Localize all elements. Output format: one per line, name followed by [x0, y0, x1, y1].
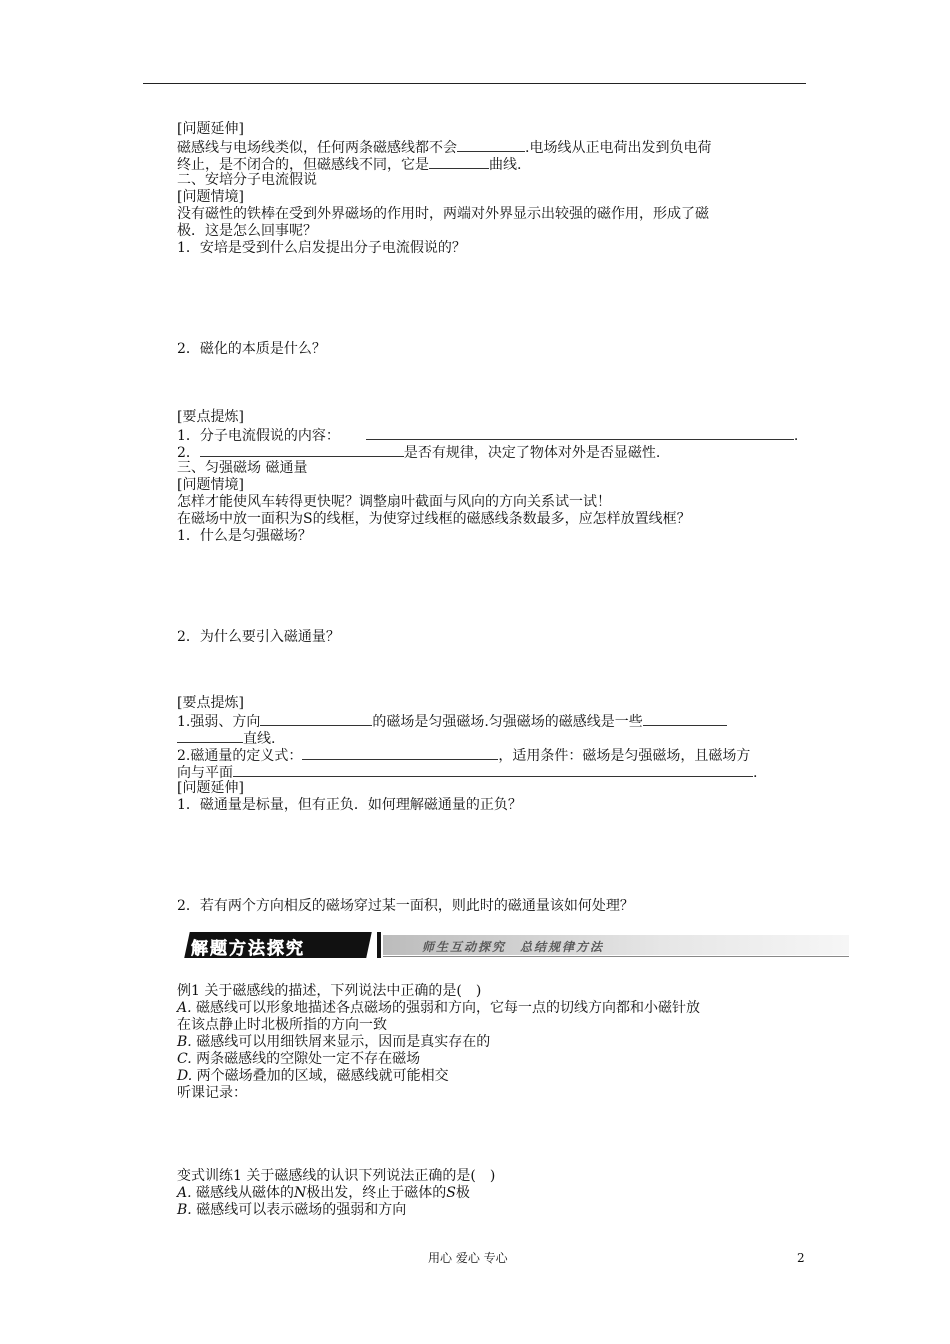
- section-tag: [问题延伸]: [177, 121, 244, 137]
- banner-title: 解题方法探究: [191, 939, 305, 959]
- fill-blank[interactable]: [302, 746, 498, 760]
- footer-slogan: 用心 爱心 专心: [428, 1251, 508, 1265]
- question: 2．磁化的本质是什么？: [177, 341, 326, 357]
- option-d: D. 两个磁场叠加的区域，磁感线就可能相交: [177, 1068, 449, 1084]
- question: 2．若有两个方向相反的磁场穿过某一面积，则此时的磁通量该如何处理？: [177, 898, 634, 914]
- section-tag: [要点提炼]: [177, 695, 244, 711]
- paragraph-line: 2． 是否有规律，决定了物体对外是否显磁性.: [177, 445, 661, 461]
- question: 1．安培是受到什么启发提出分子电流假说的？: [177, 240, 466, 256]
- paragraph-line: 直线.: [177, 729, 275, 748]
- fill-blank[interactable]: [366, 426, 794, 440]
- fill-blank[interactable]: [233, 763, 753, 777]
- question: 2．为什么要引入磁通量？: [177, 629, 340, 645]
- paragraph-line: 没有磁性的铁棒在受到外界磁场的作用时，两端对外界显示出较强的磁作用，形成了磁: [177, 206, 709, 222]
- paragraph-line: 终止，是不闭合的，但磁感线不同，它是 曲线.: [177, 157, 522, 173]
- fill-blank[interactable]: [457, 138, 525, 152]
- option-b: B. 磁感线可以用细铁屑来显示，因而是真实存在的: [177, 1034, 491, 1050]
- banner-subtitle: 师生互动探究 总结规律方法: [422, 940, 605, 954]
- fill-blank[interactable]: [200, 443, 404, 457]
- option-a-cont: 在该点静止时北极所指的方向一致: [177, 1017, 387, 1033]
- paragraph-line: 磁感线与电场线类似，任何两条磁感线都不会 .电场线从正电荷出发到负电荷: [177, 140, 712, 156]
- paragraph-line: 在磁场中放一面积为S的线框，为使穿过线框的磁感线条数最多，应怎样放置线框？: [177, 511, 691, 527]
- section-tag: [问题情境]: [177, 189, 244, 205]
- paragraph-line: 1.强弱、方向 的磁场是匀强磁场.匀强磁场的磁感线是一些: [177, 712, 727, 731]
- notes-label: 听课记录：: [177, 1085, 247, 1101]
- paragraph-line: 1．分子电流假说的内容： .: [177, 428, 799, 444]
- banner-underline: [383, 956, 849, 957]
- paragraph-line: 怎样才能使风车转得更快呢？调整扇叶截面与风向的方向关系试一试！: [177, 494, 611, 510]
- section-heading: 三、匀强磁场 磁通量: [177, 460, 308, 476]
- option-b: B. 磁感线可以表示磁场的强弱和方向: [177, 1202, 407, 1218]
- fill-blank[interactable]: [177, 729, 243, 743]
- section-tag: [问题情境]: [177, 477, 244, 493]
- exercise-question: 变式训练1 关于磁感线的认识下列说法正确的是( ): [177, 1168, 496, 1184]
- question: 1．磁通量是标量，但有正负．如何理解磁通量的正负？: [177, 797, 522, 813]
- section-tag: [要点提炼]: [177, 409, 244, 425]
- example-question: 例1 关于磁感线的描述，下列说法中正确的是( ): [177, 983, 482, 999]
- fill-blank[interactable]: [643, 712, 727, 726]
- option-a: A. 磁感线从磁体的N极出发，终止于磁体的S极: [177, 1185, 470, 1201]
- paragraph-line: 2.磁通量的定义式： ，适用条件：磁场是匀强磁场，且磁场方: [177, 748, 751, 764]
- header-rule: [143, 83, 806, 84]
- section-tag: [问题延伸]: [177, 780, 244, 796]
- fill-blank[interactable]: [260, 712, 372, 726]
- banner-divider: [377, 932, 381, 958]
- fill-blank[interactable]: [429, 155, 489, 169]
- section-heading: 二、安培分子电流假说: [177, 172, 317, 188]
- question: 1．什么是匀强磁场？: [177, 528, 312, 544]
- paragraph-line: 极．这是怎么回事呢？: [177, 223, 317, 239]
- option-a: A. 磁感线可以形象地描述各点磁场的强弱和方向，它每一点的切线方向都和小磁针放: [177, 1000, 701, 1016]
- page-number: 2: [797, 1251, 805, 1265]
- section-banner: [177, 932, 849, 958]
- option-c: C. 两条磁感线的空隙处一定不存在磁场: [177, 1051, 421, 1067]
- paragraph-line: 向与平面 .: [177, 765, 758, 781]
